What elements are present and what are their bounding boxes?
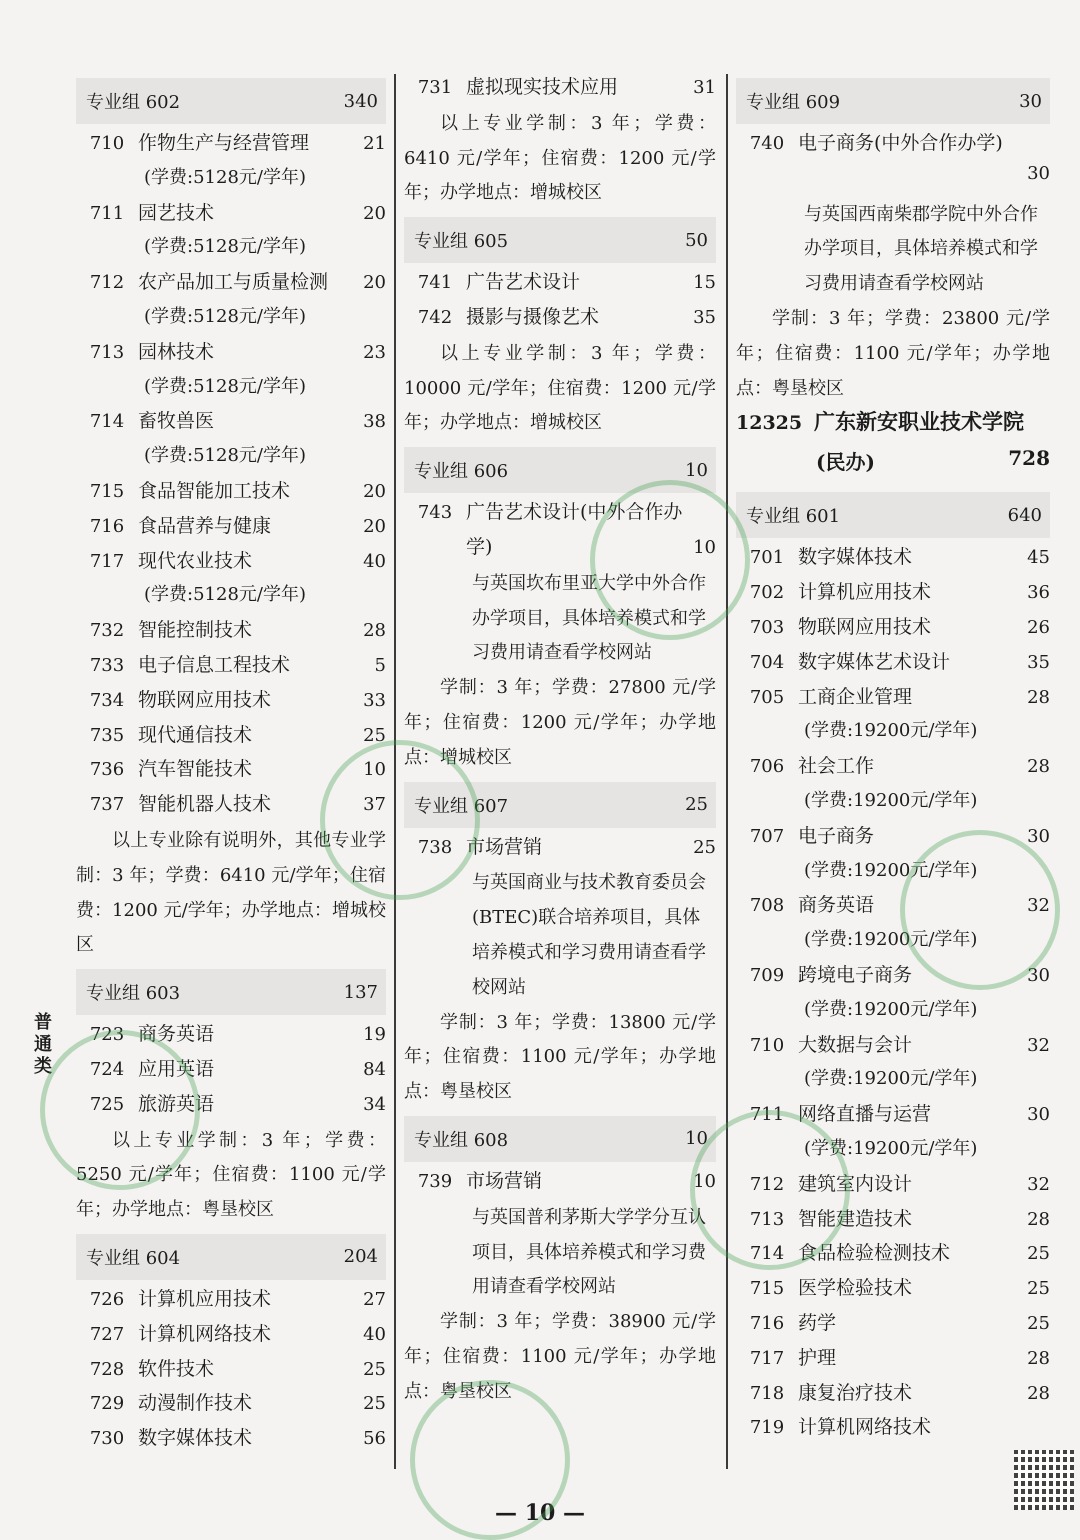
major-name: 旅游英语 bbox=[138, 1092, 215, 1115]
major-row bbox=[736, 1378, 1050, 1413]
major-row bbox=[76, 128, 386, 163]
major-name: 医学检验技术 bbox=[798, 1277, 913, 1300]
major-code: 735 bbox=[89, 724, 125, 746]
major-code: 730 bbox=[89, 1428, 125, 1450]
group-note-609: 学制：3 年；学费：23800 元/学年；住宿费：1100 元/学年；办学地点：粤垦校区 bbox=[736, 307, 1050, 399]
major-code: 716 bbox=[89, 515, 125, 537]
major-code: 703 bbox=[749, 616, 785, 638]
group-note-608: 学制：3 年；学费：38900 元/学年；住宿费：1100 元/学年；办学地点：粤垦校区 bbox=[404, 1311, 716, 1402]
side-category-label: 普通类 bbox=[34, 1012, 52, 1077]
major-tuition-note: (学费:5128元/学年) bbox=[144, 305, 306, 327]
major-num: 28 bbox=[1027, 1347, 1050, 1369]
watermark-logo-icon bbox=[410, 1380, 570, 1540]
major-num: 38 bbox=[363, 411, 386, 433]
major-row bbox=[736, 682, 1050, 717]
watermark-logo-icon bbox=[900, 830, 1060, 990]
major-code: 710 bbox=[89, 133, 125, 154]
major-name: 农产品加工与质量检测 bbox=[138, 271, 329, 294]
major-code: 712 bbox=[89, 272, 125, 294]
major-row bbox=[76, 650, 386, 685]
major-code: 736 bbox=[89, 759, 125, 781]
major-num: 30 bbox=[1027, 1104, 1050, 1126]
major-num: 40 bbox=[363, 1323, 386, 1345]
major-num: 36 bbox=[1027, 582, 1050, 604]
major-name: 数字媒体技术 bbox=[138, 1427, 253, 1450]
major-name: 现代农业技术 bbox=[138, 549, 253, 572]
major-num: 37 bbox=[363, 794, 386, 816]
major-code: 711 bbox=[89, 202, 125, 224]
major-name: 食品营养与健康 bbox=[138, 514, 272, 537]
group-header-608: 专业组 608 10 bbox=[404, 1116, 716, 1162]
major-tuition-note: (学费:19200元/学年) bbox=[804, 1137, 978, 1159]
major-info: 与英国西南柴郡学院中外合作办学项目，具体培养模式和学习费用请查看学校网站 bbox=[804, 203, 1038, 295]
major-list-601 bbox=[736, 542, 1050, 1447]
major-code: 713 bbox=[89, 341, 125, 363]
major-name: 食品智能加工技术 bbox=[138, 479, 291, 502]
major-row bbox=[76, 1388, 386, 1423]
major-row bbox=[736, 577, 1050, 612]
major-row-cont: 学) 10 bbox=[466, 535, 716, 558]
group-header-607: 专业组 607 25 bbox=[404, 782, 716, 828]
page-number: — 10 — bbox=[495, 1500, 585, 1526]
major-row: 738 市场营销 25 bbox=[417, 835, 716, 858]
major-num: 15 bbox=[693, 272, 716, 294]
major-code: 701 bbox=[749, 547, 785, 569]
major-name: 汽车智能技术 bbox=[138, 758, 253, 781]
major-num: 84 bbox=[363, 1058, 386, 1080]
major-name: 计算机网络技术 bbox=[798, 1416, 932, 1439]
major-code: 706 bbox=[749, 756, 785, 778]
major-num: 25 bbox=[1027, 1312, 1050, 1334]
major-num: 31 bbox=[693, 77, 716, 98]
major-name: 护理 bbox=[798, 1346, 837, 1369]
column-1 bbox=[76, 72, 386, 1458]
major-row bbox=[76, 267, 386, 302]
major-code: 718 bbox=[749, 1382, 785, 1404]
major-row bbox=[76, 406, 386, 441]
major-row bbox=[736, 1308, 1050, 1343]
watermark-logo-icon bbox=[690, 1110, 850, 1270]
group-note-605: 以上专业学制：3 年；学费：10000 元/学年；住宿费：1200 元/学年；办学地点：增城校区 bbox=[404, 342, 716, 434]
major-name: 药学 bbox=[798, 1311, 837, 1334]
major-name: 园艺技术 bbox=[138, 201, 215, 224]
major-tuition-note: (学费:19200元/学年) bbox=[804, 1068, 978, 1090]
major-name: 现代通信技术 bbox=[138, 723, 253, 746]
major-name: 软件技术 bbox=[138, 1357, 215, 1380]
major-code: 719 bbox=[749, 1417, 785, 1439]
major-code: 711 bbox=[749, 1104, 785, 1126]
major-code: 731 bbox=[417, 77, 453, 98]
qr-code-icon bbox=[1014, 1450, 1074, 1510]
major-num: 28 bbox=[1027, 686, 1050, 708]
major-list-605 bbox=[404, 267, 716, 337]
major-num: 10 bbox=[363, 759, 386, 781]
major-code: 710 bbox=[749, 1034, 785, 1056]
major-code: 717 bbox=[749, 1347, 785, 1369]
major-num: 25 bbox=[1027, 1243, 1050, 1265]
major-num: 30 bbox=[1027, 964, 1050, 986]
major-row: 740 电子商务(中外合作办学) bbox=[749, 132, 1003, 154]
major-num: 25 bbox=[1027, 1278, 1050, 1300]
major-code: 727 bbox=[89, 1323, 125, 1345]
major-code: 709 bbox=[749, 964, 785, 986]
major-code: 715 bbox=[89, 480, 125, 502]
group-note-602: 以上专业除有说明外，其他专业学制：3 年；学费：6410 元/学年；住宿费：1200 元/学年；办学地点：增城校区 bbox=[76, 829, 386, 956]
major-num: 45 bbox=[1027, 547, 1050, 569]
major-name: 跨境电子商务 bbox=[798, 963, 913, 986]
major-row bbox=[736, 751, 1050, 786]
group-note-606: 学制：3 年；学费：27800 元/学年；住宿费：1200 元/学年；办学地点：增城校区 bbox=[404, 677, 716, 768]
watermark-logo-icon bbox=[40, 1030, 200, 1190]
column-2 bbox=[404, 72, 716, 1410]
major-code: 707 bbox=[749, 825, 785, 847]
major-code: 714 bbox=[749, 1243, 785, 1265]
major-num: 28 bbox=[363, 620, 386, 642]
major-row bbox=[76, 615, 386, 650]
major-name: 计算机应用技术 bbox=[798, 581, 932, 604]
major-name: 工商企业管理 bbox=[798, 685, 913, 708]
group-header-609: 专业组 609 30 bbox=[736, 78, 1050, 124]
major-tuition-note: (学费:19200元/学年) bbox=[804, 998, 978, 1020]
major-row: 739 市场营销 10 bbox=[417, 1169, 716, 1192]
major-row bbox=[404, 267, 716, 302]
major-num: 28 bbox=[1027, 1382, 1050, 1404]
major-code: 742 bbox=[417, 306, 453, 328]
major-name: 社会工作 bbox=[798, 755, 875, 778]
major-num: 32 bbox=[1027, 1173, 1050, 1195]
major-row bbox=[404, 302, 716, 337]
major-name: 智能机器人技术 bbox=[138, 793, 272, 816]
major-row bbox=[736, 1030, 1050, 1065]
group-note-604: 以上专业学制：3 年；学费：6410 元/学年；住宿费：1200 元/学年；办学地点：增城校区 bbox=[404, 112, 716, 204]
major-code: 728 bbox=[89, 1358, 125, 1380]
major-tuition-note: (学费:5128元/学年) bbox=[144, 445, 306, 467]
major-code: 714 bbox=[89, 411, 125, 433]
major-info: 与英国坎布里亚大学中外合作办学项目，具体培养模式和学习费用请查看学校网站 bbox=[472, 572, 706, 664]
major-num: 28 bbox=[1027, 1208, 1050, 1230]
major-num: 30 bbox=[1027, 825, 1050, 847]
major-code: 737 bbox=[89, 794, 125, 816]
major-name: 数字媒体艺术设计 bbox=[798, 650, 951, 673]
major-row bbox=[76, 685, 386, 720]
major-code: 704 bbox=[749, 651, 785, 673]
major-num: 28 bbox=[1027, 756, 1050, 778]
major-num: 25 bbox=[363, 1358, 386, 1380]
major-name: 智能建造技术 bbox=[798, 1207, 913, 1230]
major-num: 35 bbox=[693, 306, 716, 328]
major-row bbox=[736, 1273, 1050, 1308]
group-header-606: 专业组 606 10 bbox=[404, 447, 716, 493]
major-num: 27 bbox=[363, 1288, 386, 1310]
major-name: 作物生产与经营管理 bbox=[138, 132, 310, 154]
major-row bbox=[736, 542, 1050, 577]
college-heading: 12325 广东新安职业技术学院 bbox=[736, 409, 1024, 435]
major-info: 与英国商业与技术教育委员会(BTEC)联合培养项目，具体培养模式和学习费用请查看学校网站 bbox=[472, 872, 706, 998]
major-num: 20 bbox=[363, 480, 386, 502]
major-num: 21 bbox=[363, 133, 386, 154]
watermark-logo-icon bbox=[590, 480, 750, 640]
group-note-607: 学制：3 年；学费：13800 元/学年；住宿费：1100 元/学年；办学地点：粤垦校区 bbox=[404, 1011, 716, 1103]
major-name: 大数据与会计 bbox=[798, 1033, 913, 1056]
major-num: 23 bbox=[363, 341, 386, 363]
major-row bbox=[76, 546, 386, 581]
major-code: 732 bbox=[89, 620, 125, 642]
watermark-logo-icon bbox=[320, 740, 480, 900]
major-code: 741 bbox=[417, 272, 453, 294]
major-num: 32 bbox=[1027, 1034, 1050, 1056]
major-list-604-cont bbox=[404, 72, 716, 107]
major-code: 734 bbox=[89, 689, 125, 711]
group-header-603: 专业组 603 137 bbox=[76, 969, 386, 1015]
column-divider bbox=[726, 74, 728, 1469]
major-num: 25 bbox=[363, 724, 386, 746]
major-name: 智能控制技术 bbox=[138, 619, 253, 642]
major-name: 电子信息工程技术 bbox=[138, 653, 291, 676]
major-count: 30 bbox=[1027, 162, 1050, 184]
major-row bbox=[404, 72, 716, 107]
major-num: 32 bbox=[1027, 895, 1050, 917]
major-name: 摄影与摄像艺术 bbox=[466, 305, 600, 328]
major-tuition-note: (学费:19200元/学年) bbox=[804, 720, 978, 742]
major-name: 广告艺术设计 bbox=[466, 271, 581, 294]
major-name: 计算机应用技术 bbox=[138, 1287, 272, 1310]
major-num: 19 bbox=[363, 1024, 386, 1046]
major-list-602 bbox=[76, 128, 386, 824]
major-name: 商务英语 bbox=[138, 1023, 215, 1046]
major-list-604 bbox=[76, 1284, 386, 1458]
major-code: 724 bbox=[89, 1058, 125, 1080]
major-row bbox=[736, 612, 1050, 647]
major-row bbox=[76, 1319, 386, 1354]
major-code: 733 bbox=[89, 654, 125, 676]
major-num: 34 bbox=[363, 1093, 386, 1115]
major-num: 20 bbox=[363, 202, 386, 224]
major-name: 建筑室内设计 bbox=[798, 1172, 913, 1195]
group-header-604: 专业组 604 204 bbox=[76, 1234, 386, 1280]
major-row: 743 广告艺术设计(中外合作办 bbox=[417, 501, 683, 524]
major-num: 25 bbox=[363, 1393, 386, 1415]
major-name: 物联网应用技术 bbox=[138, 688, 272, 711]
major-row bbox=[736, 647, 1050, 682]
major-code: 712 bbox=[749, 1173, 785, 1195]
major-tuition-note: (学费:19200元/学年) bbox=[804, 859, 978, 881]
major-info: 与英国普利茅斯大学学分互认项目，具体培养模式和学习费用请查看学校网站 bbox=[472, 1206, 706, 1298]
major-name: 商务英语 bbox=[798, 894, 875, 917]
group-header-602: 专业组 602 340 bbox=[76, 78, 386, 124]
major-row bbox=[76, 720, 386, 755]
major-name: 康复治疗技术 bbox=[798, 1381, 913, 1404]
major-code: 717 bbox=[89, 550, 125, 572]
major-name: 电子商务 bbox=[798, 824, 875, 847]
major-code: 715 bbox=[749, 1278, 785, 1300]
major-num: 5 bbox=[374, 654, 386, 676]
major-code: 723 bbox=[89, 1024, 125, 1046]
major-code: 708 bbox=[749, 895, 785, 917]
major-tuition-note: (学费:5128元/学年) bbox=[144, 584, 306, 606]
major-code: 705 bbox=[749, 686, 785, 708]
major-num: 40 bbox=[363, 550, 386, 572]
major-name: 应用英语 bbox=[138, 1057, 215, 1080]
group-note-603: 以上专业学制：3 年；学费：5250 元/学年；住宿费：1100 元/学年；办学地点：粤垦校区 bbox=[76, 1129, 386, 1221]
major-tuition-note: (学费:5128元/学年) bbox=[144, 166, 306, 188]
major-name: 畜牧兽医 bbox=[138, 410, 215, 433]
major-num: 20 bbox=[363, 515, 386, 537]
major-row bbox=[76, 1354, 386, 1389]
major-row bbox=[76, 1284, 386, 1319]
major-row bbox=[76, 476, 386, 511]
major-num: 26 bbox=[1027, 616, 1050, 638]
major-code: 716 bbox=[749, 1312, 785, 1334]
major-tuition-note: (学费:19200元/学年) bbox=[804, 929, 978, 951]
major-num: 56 bbox=[363, 1428, 386, 1450]
major-code: 726 bbox=[89, 1288, 125, 1310]
major-row bbox=[76, 1423, 386, 1458]
major-num: 20 bbox=[363, 272, 386, 294]
major-row bbox=[76, 198, 386, 233]
major-code: 725 bbox=[89, 1093, 125, 1115]
major-name: 物联网应用技术 bbox=[798, 615, 932, 638]
major-tuition-note: (学费:19200元/学年) bbox=[804, 789, 978, 811]
major-code: 702 bbox=[749, 582, 785, 604]
college-heading-line2: (民办) 728 bbox=[816, 446, 1050, 475]
major-row bbox=[736, 1412, 1050, 1447]
major-code: 713 bbox=[749, 1208, 785, 1230]
major-name: 网络直播与运营 bbox=[798, 1103, 932, 1126]
major-tuition-note: (学费:5128元/学年) bbox=[144, 236, 306, 258]
major-row bbox=[76, 337, 386, 372]
major-tuition-note: (学费:5128元/学年) bbox=[144, 375, 306, 397]
major-num: 35 bbox=[1027, 651, 1050, 673]
major-name: 动漫制作技术 bbox=[138, 1392, 253, 1415]
major-name: 园林技术 bbox=[138, 340, 215, 363]
major-row bbox=[76, 511, 386, 546]
major-code: 729 bbox=[89, 1393, 125, 1415]
major-name: 计算机网络技术 bbox=[138, 1322, 272, 1345]
group-header-601: 专业组 601 640 bbox=[736, 492, 1050, 538]
major-row bbox=[736, 1343, 1050, 1378]
major-num: 33 bbox=[363, 689, 386, 711]
major-name: 虚拟现实技术应用 bbox=[466, 76, 619, 98]
group-header-605: 专业组 605 50 bbox=[404, 217, 716, 263]
major-name: 食品检验检测技术 bbox=[798, 1242, 951, 1265]
major-name: 数字媒体技术 bbox=[798, 546, 913, 569]
